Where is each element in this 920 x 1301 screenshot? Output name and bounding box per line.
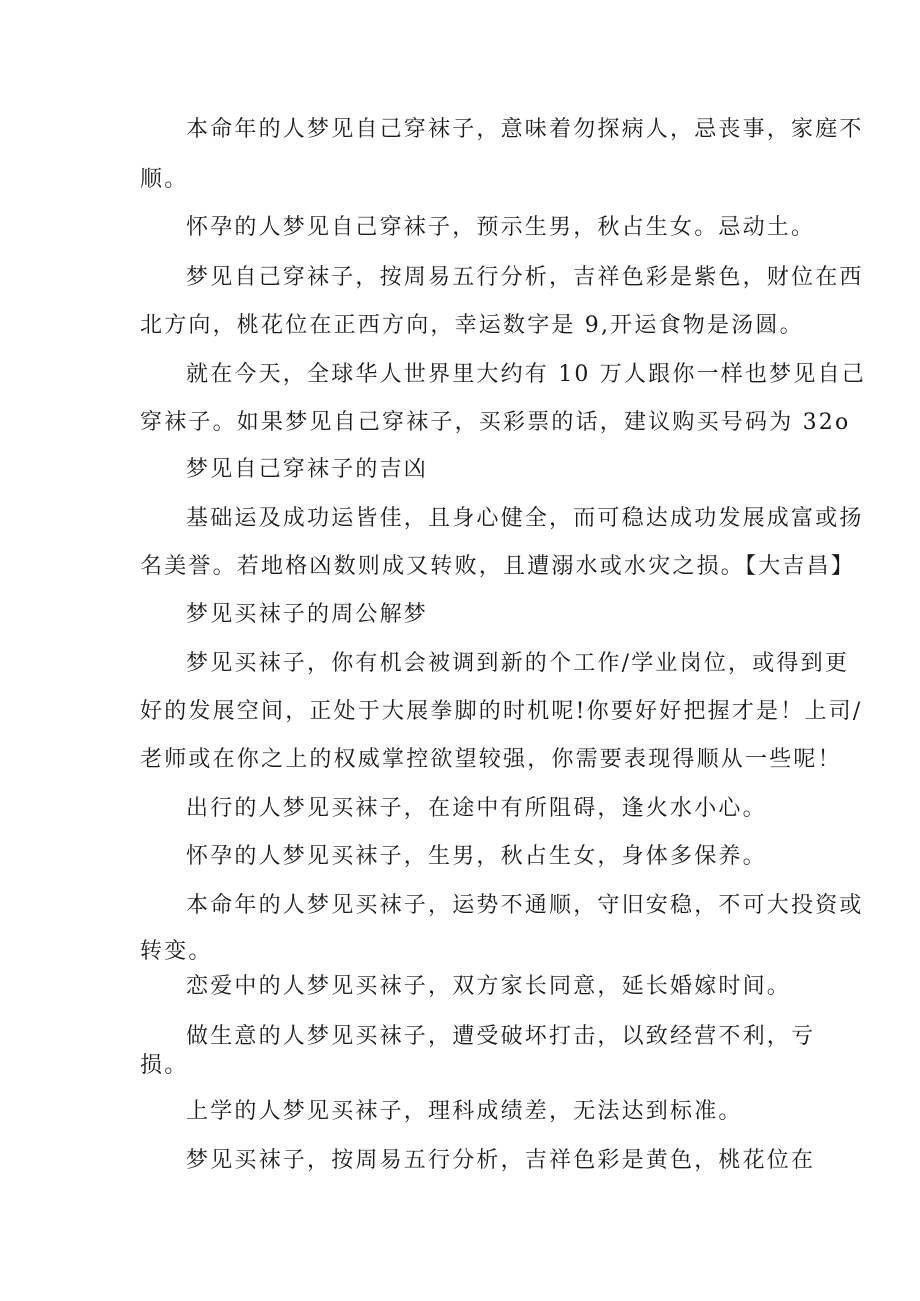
paragraph-line: 转变。: [140, 939, 213, 964]
paragraph-line: 梦见买袜子，你有机会被调到新的个工作/学业岗位，或得到更: [186, 651, 850, 676]
paragraph-line: 老师或在你之上的权威掌控欲望较强，你需要表现得顺从一些呢！: [140, 747, 842, 772]
paragraph-line: 怀孕的人梦见买袜子，生男，秋占生女，身体多保养。: [186, 844, 767, 869]
paragraph-line: 做生意的人梦见买袜子，遭受破坏打击，以致经营不利，亏: [186, 1024, 816, 1049]
section-heading: 梦见自己穿袜子的吉凶: [186, 457, 429, 482]
paragraph-line: 穿袜子。如果梦见自己穿袜子，买彩票的话，建议购买号码为 32o: [140, 410, 851, 435]
paragraph-line: 上学的人梦见买袜子，理科成绩差，无法达到标准。: [186, 1099, 743, 1124]
paragraph-line: 名美誉。若地格凶数则成又转败，且遭溺水或水灾之损。【大吉昌】: [140, 554, 856, 579]
paragraph-line: 梦见自己穿袜子，按周易五行分析，吉祥色彩是紫色，财位在西: [186, 265, 864, 290]
paragraph-line: 恋爱中的人梦见买袜子，双方家长同意，延长婚嫁时间。: [186, 974, 792, 999]
paragraph-line: 梦见买袜子，按周易五行分析，吉祥色彩是黄色，桃花位在: [186, 1148, 816, 1173]
paragraph-line: 顺。: [140, 167, 189, 192]
paragraph-line: 本命年的人梦见买袜子，运势不通顺，守旧安稳，不可大投资或: [186, 893, 864, 918]
paragraph-line: 出行的人梦见买袜子，在途中有所阻碍，逢火水小心。: [186, 796, 767, 821]
paragraph-line: 损。: [140, 1053, 189, 1078]
paragraph-line: 基础运及成功运皆佳，且身心健全，而可稳达成功发展成富或扬: [186, 506, 864, 531]
paragraph-line: 怀孕的人梦见自己穿袜子，预示生男，秋占生女。忌动土。: [186, 215, 816, 240]
paragraph-line: 就在今天，全球华人世界里大约有 10 万人跟你一样也梦见自己: [186, 362, 866, 387]
section-heading: 梦见买袜子的周公解梦: [186, 602, 429, 627]
paragraph-line: 本命年的人梦见自己穿袜子，意味着勿探病人，忌丧事，家庭不: [186, 117, 864, 142]
paragraph-line: 北方向，桃花位在正西方向，幸运数字是 9,开运食物是汤圆。: [140, 313, 804, 338]
paragraph-line: 好的发展空间，正处于大展拳脚的时机呢!你要好好把握才是！上司/: [140, 699, 863, 724]
